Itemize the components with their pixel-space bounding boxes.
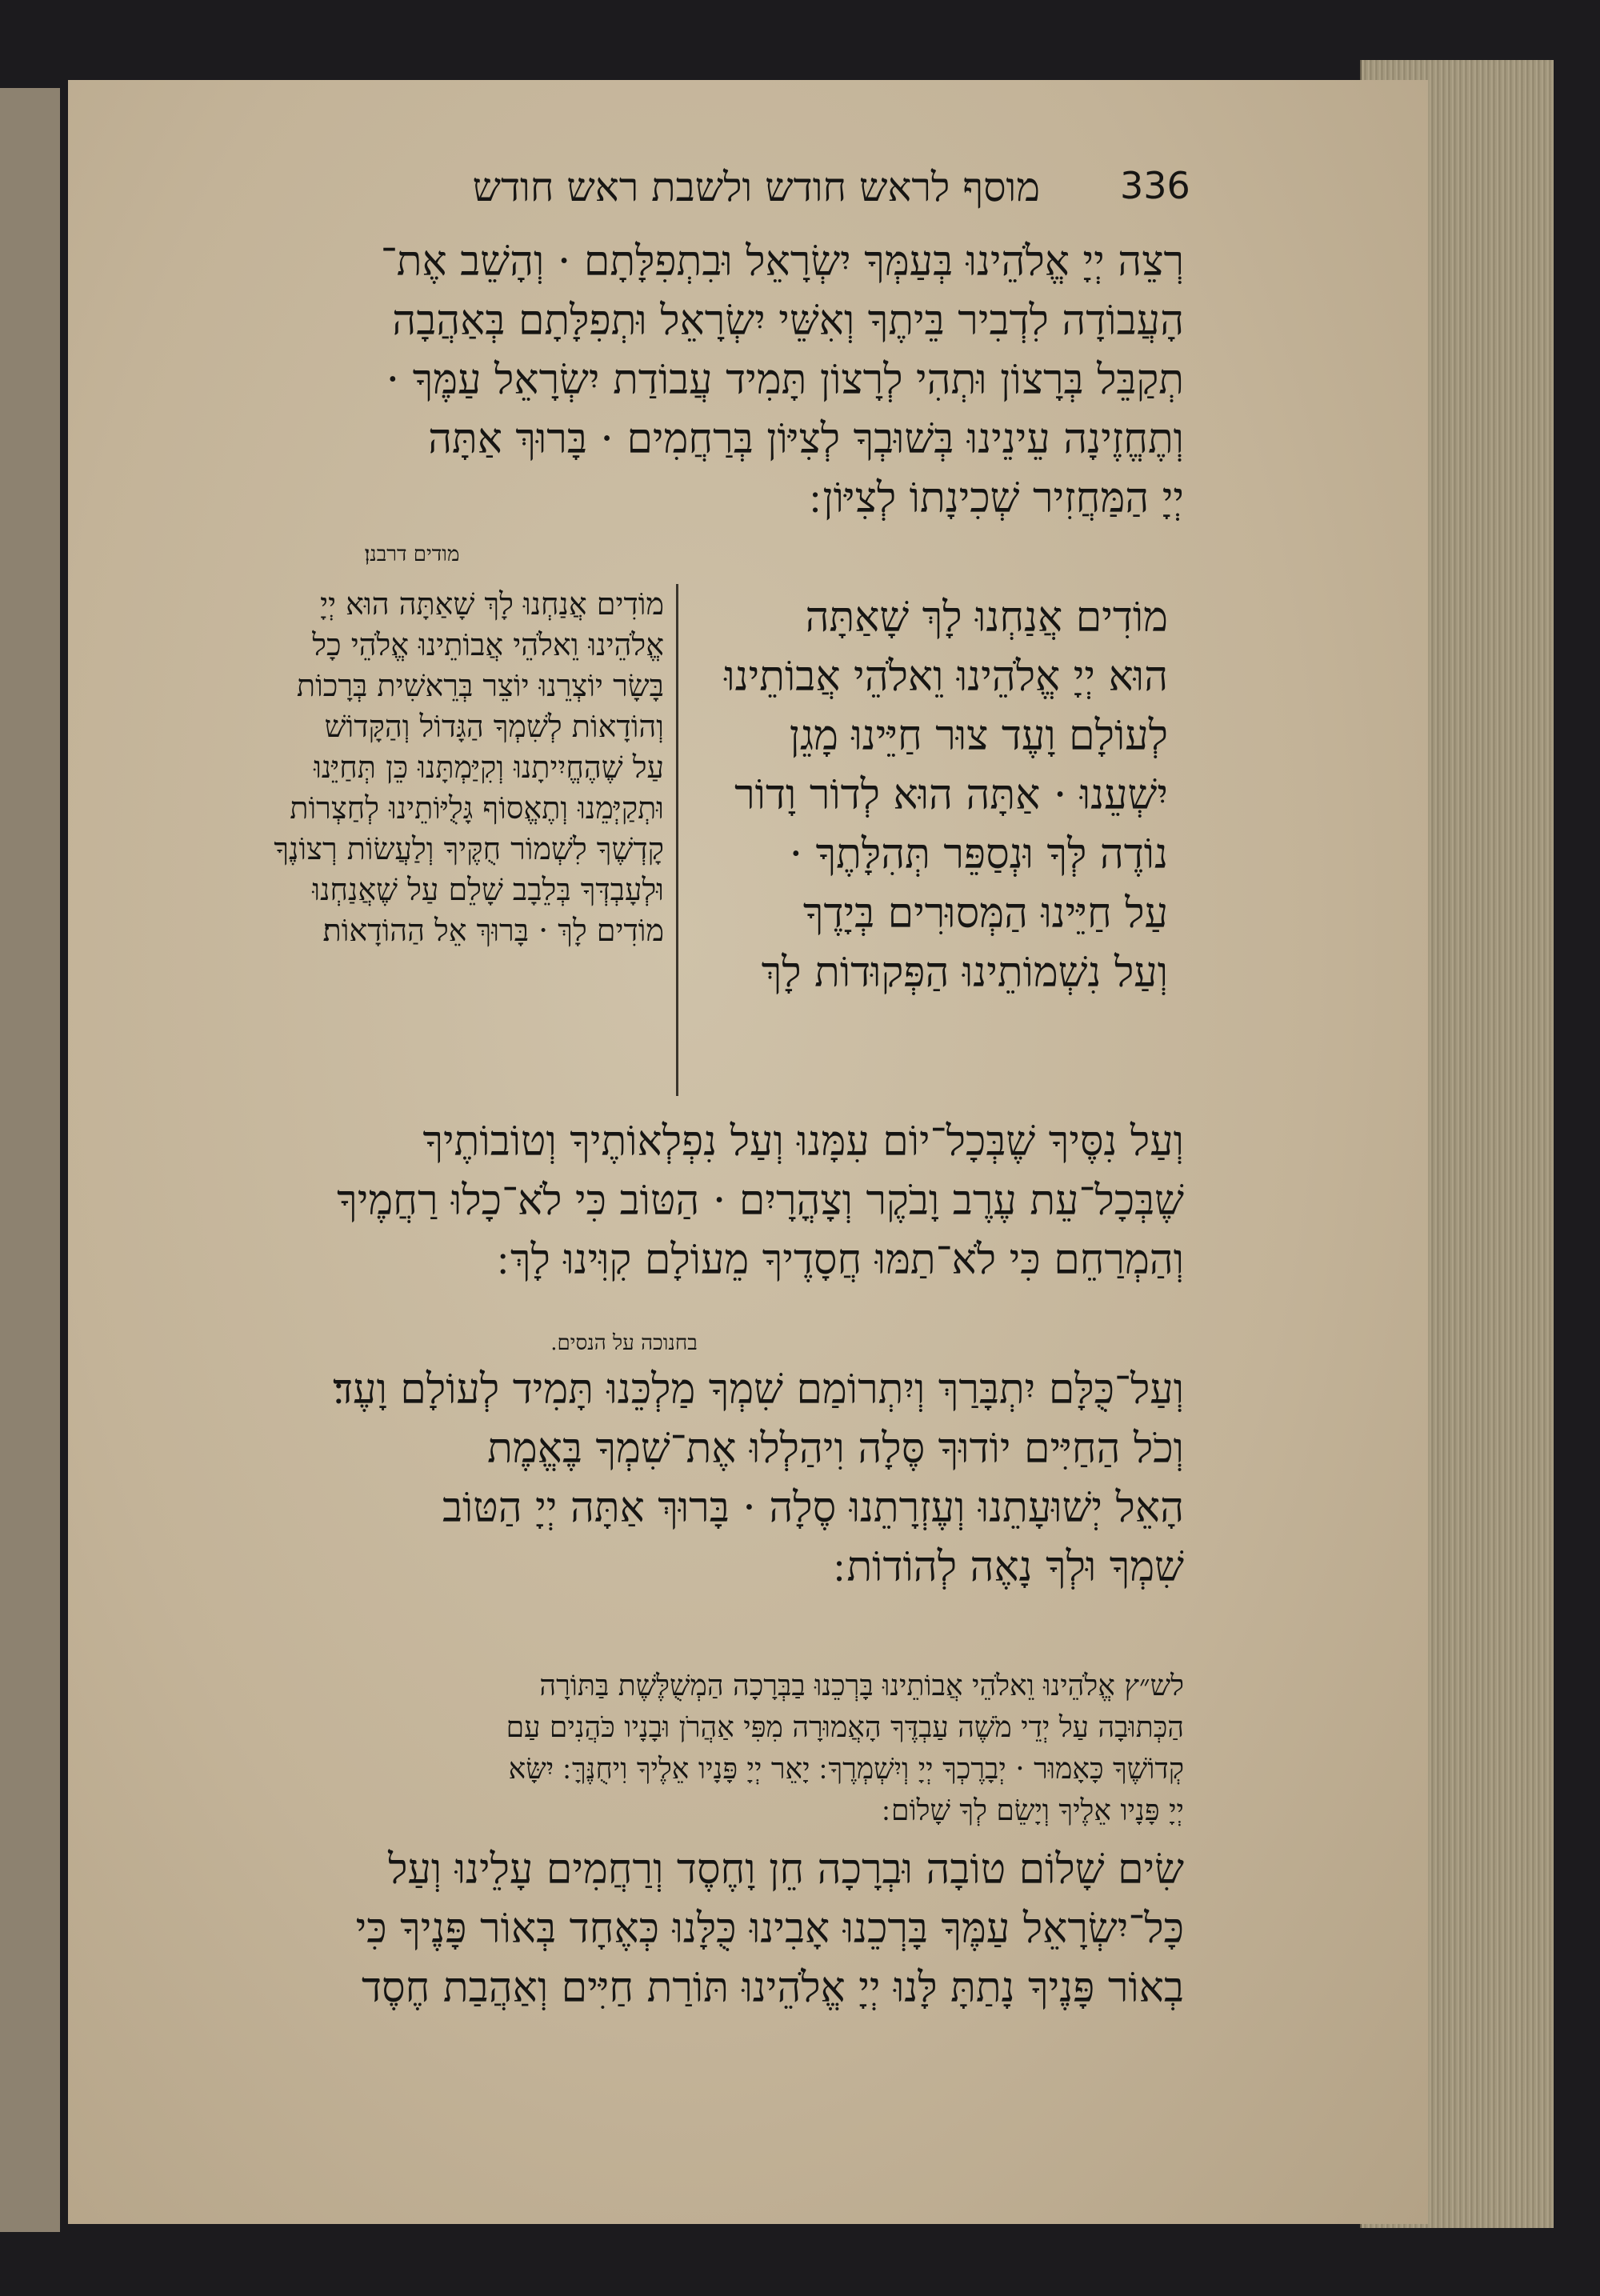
page-number: 336 (1120, 164, 1190, 207)
veal-kulam-paragraph (156, 1360, 1184, 1597)
text-line: כָּל־יִשְׂרָאֵל עַמֶּךָ בָּרְכֵנוּ אָבִינוּ כֻּלָּנוּ כְּאֶחָד בְּאוֹר פָּנֶיךָ כִּי (355, 1905, 1184, 1953)
text-line: מוֹדִים אֲנַחְנוּ לָךְ שָׁאַתָּה (805, 594, 1168, 642)
text-line: הָעֲבוֹדָה לִדְבִיר בֵּיתֶךָ וְאִשֵּׁי יִשְׂרָאֵל וּתְפִלָּתָם בְּאַהֲבָה (392, 297, 1184, 345)
chanukah-note: בחנוכה על הנסים. (550, 1331, 698, 1355)
modim-right-column (688, 588, 1168, 1002)
text-line: נוֹדֶה לְּךָ וּנְסַפֵּר תְּהִלָּתֶךָ · (789, 830, 1168, 878)
sim-shalom-paragraph (156, 1840, 1184, 2018)
text-line: וְעַל נִשְׁמוֹתֵינוּ הַפְּקוּדוֹת לָךְ (761, 949, 1168, 997)
text-line: קְדוֹשֶׁךָ כָּאָמוּר · יְבָרֶכְךָ יְיָ וְיִשְׁמְרֶךָ ׃ יָאֵר יְיָ פָּנָיו אֵלֶיךָ וִיחֻנֶּךָּ ׃ יִשָּׂא (508, 1753, 1184, 1786)
text-line: קָדְשֶׁךָ לִשְׁמוֹר חֻקֶּיךָ וְלַעֲשׂוֹת רְצוֹנֶךָ (274, 831, 664, 866)
text-line: רְצֵה יְיָ אֱלֹהֵינוּ בְּעַמְּךָ יִשְׂרָאֵל וּבִתְפִלָּתָם · וְהָשֵׁב אֶת־ (380, 238, 1184, 286)
text-line: וְתֶחֱזֶינָה עֵינֵינוּ בְּשׁוּבְךָ לְצִיּוֹן בְּרַחֲמִים · בָּרוּךְ אַתָּה (428, 415, 1184, 463)
text-line: לְעוֹלָם וָעֶד צוּר חַיֵּינוּ מָגֵן (789, 712, 1168, 760)
text-line: וְכֹל הַחַיִּים יוֹדוּךָ סֶּלָה וִיהַלְלוּ אֶת־שִׁמְךָ בֶּאֱמֶת (487, 1425, 1184, 1473)
text-line: הַכְּתוּבָה עַל יְדֵי מֹשֶׁה עַבְדֶּךָ הָאֲמוּרָה מִפִּי אַהֲרֹן וּבָנָיו כֹּהֲנִים עַם (506, 1711, 1184, 1744)
text-line: יְיָ הַמַּחֲזִיר שְׁכִינָתוֹ לְצִיּוֹן ׃ (809, 474, 1184, 522)
text-line: שֶׁבְּכָל־עֵת עֶרֶב וָבֹקֶר וְצָהֳרָיִם · הַטּוֹב כִּי לֹא־כָלוּ רַחֲמֶיךָ (337, 1177, 1184, 1225)
text-line: תְקַבֵּל בְּרָצוֹן וּתְהִי לְרָצוֹן תָּמִיד עֲבוֹדַת יִשְׂרָאֵל עַמֶּךָ · (386, 356, 1184, 404)
modim-left-column (160, 584, 664, 951)
text-line: מוֹדִים אֲנַחְנוּ לָךְ שָׁאַתָּה הוּא יְיָ (320, 586, 664, 622)
text-line: בְאוֹר פָּנֶיךָ נָתַתָּ לָּנוּ יְיָ אֱלֹהֵינוּ תּוֹרַת חַיִּים וְאַהֲבַת חֶסֶד (362, 1964, 1184, 2012)
text-line: שִׂים שָׁלוֹם טוֹבָה וּבְרָכָה חֵן וָחֶסֶד וְרַחֲמִים עָלֵינוּ וְעַל (388, 1846, 1184, 1894)
facing-page-edge (0, 88, 60, 2232)
running-header: מוסף לראש חודש ולשבת ראש חודש (472, 164, 1040, 210)
birkat-kohanim-paragraph (160, 1666, 1184, 1832)
text-line: וּלְעָבְדְּךָ בְּלֵבָב שָׁלֵם עַל שֶׁאֲנַחְנוּ (312, 872, 664, 907)
text-line: יְיָ פָּנָיו אֵלֶיךָ וְיָשֵׂם לְךָ שָׁלוֹם ׃ (882, 1794, 1184, 1827)
text-line: הוּא יְיָ אֱלֹהֵינוּ וֵאלֹהֵי אֲבוֹתֵינוּ (724, 653, 1168, 701)
text-line: וְהוֹדָאוֹת לְשִׁמְךָ הַגָּדוֹל וְהַקָּדוֹשׁ (324, 709, 664, 744)
nisecha-paragraph (156, 1112, 1184, 1290)
text-line: וְעַל נִסֶּיךָ שֶׁבְּכָל־יוֹם עִמָּנוּ וְעַל נִפְלְאוֹתֶיךָ וְטוֹבוֹתֶיךָ (422, 1118, 1184, 1166)
text-line: יִשְׁעֵנוּ · אַתָּה הוּא לְדוֹר וָדוֹר (734, 771, 1168, 819)
text-line: שִׁמְךָ וּלְךָ נָאֶה לְהוֹדוֹת ׃ (833, 1543, 1184, 1591)
text-line: וּתְקַיְּמֵנוּ וְתֶאֱסוֹף גָּלֻיּוֹתֵינוּ לְחַצְרוֹת (290, 790, 664, 826)
text-line: וְעַל־כֻּלָּם יִתְבָּרַךְ וְיִתְרוֹמַם שִׁמְךָ מַלְכֵּנוּ תָּמִיד לְעוֹלָם וָעֶד׃ (333, 1366, 1184, 1414)
column-divider (676, 584, 678, 1096)
text-line: הָאֵל יְשׁוּעָתֵנוּ וְעֶזְרָתֵנוּ סֶלָה · בָּרוּךְ אַתָּה יְיָ הַטּוֹב (442, 1484, 1184, 1532)
text-line: וְהַמְרַחֵם כִּי לֹא־תַמּוּ חֲסָדֶיךָ מֵעוֹלָם קִוִּינוּ לָךְ ׃ (497, 1236, 1184, 1284)
text-line: מוֹדִים לָךְ · בָּרוּךְ אֵל הַהוֹדָאוֹת׃ (322, 913, 664, 948)
text-line: עַל שֶׁהֶחֱיִיתָנוּ וְקִיַּמְתָּנוּ כֵּן תְּחַיֵּנוּ (314, 750, 664, 785)
text-line: עַל חַיֵּינוּ הַמְּסוּרִים בְּיָדֶךָ (802, 890, 1168, 938)
modim-derabanan-label: מודים דרבנן׃ (364, 542, 460, 566)
text-line: לש״ץ אֱלֹהֵינוּ וֵאלֹהֵי אֲבוֹתֵינוּ בָּרְכֵנוּ בַבְּרָכָה הַמְשֻׁלֶּשֶׁת בַּתּוֹרָה (539, 1670, 1184, 1702)
retze-paragraph (156, 232, 1184, 528)
text-line: בָּשָׂר יוֹצְרֵנוּ יוֹצֵר בְּרֵאשִׁית בְּרָכוֹת (296, 668, 664, 703)
text-line: אֱלֹהֵינוּ וֵאלֹהֵי אֲבוֹתֵינוּ אֱלֹהֵי כָל (312, 627, 664, 662)
